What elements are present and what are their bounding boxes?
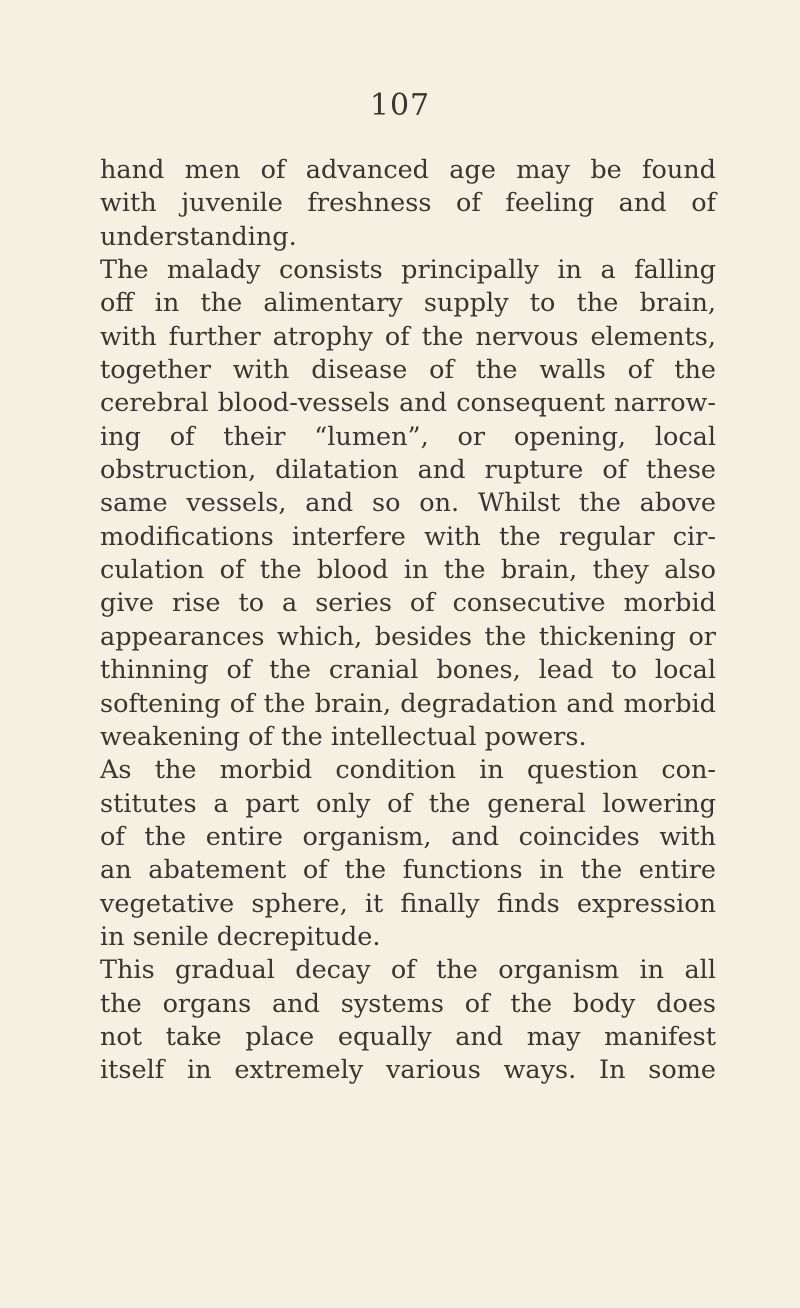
page-number: 107 <box>369 88 431 123</box>
text-line: stitutes a part only of the general lowering <box>100 788 716 819</box>
text-line: hand men of advanced age may be found <box>100 155 716 185</box>
text-line: same vessels, and so on. Whilst the above <box>100 488 716 519</box>
text-line: an abatement of the functions in the entire <box>100 855 716 886</box>
text-line: obstruction, dilatation and rupture of these <box>100 455 716 486</box>
text-line: softening of the brain, degradation and morbid <box>100 688 716 719</box>
text-line: off in the alimentary supply to the brain, <box>100 288 716 319</box>
body-text <box>100 154 716 1088</box>
text-line: thinning of the cranial bones, lead to local <box>100 655 716 686</box>
text-line: of the entire organism, and coincides with <box>100 821 716 852</box>
text-line: vegetative sphere, it finally finds expression <box>100 888 716 919</box>
text-line: This gradual decay of the organism in all <box>100 955 716 986</box>
text-line: with further atrophy of the nervous elements, <box>100 321 716 352</box>
text-line: cerebral blood-vessels and consequent narrow- <box>100 388 716 419</box>
text-line: give rise to a series of consecutive morbid <box>100 588 716 619</box>
text-line: modifications interfere with the regular cir- <box>100 521 716 552</box>
text-line: not take place equally and may manifest <box>100 1021 716 1052</box>
text-line: understanding. <box>100 221 297 252</box>
text-line: together with disease of the walls of the <box>100 355 716 386</box>
text-line: appearances which, besides the thickening or <box>100 621 716 652</box>
text-line: As the morbid condition in question con- <box>100 755 716 786</box>
text-line: weakening of the intellectual powers. <box>100 721 587 752</box>
text-line: ing of their “lumen”, or opening, local <box>100 421 716 452</box>
text-line: The malady consists principally in a falling <box>100 255 716 286</box>
text-line: in senile decrepitude. <box>100 921 381 952</box>
text-line: itself in extremely various ways. In some <box>100 1055 716 1086</box>
text-line: the organs and systems of the body does <box>100 988 716 1019</box>
text-line: culation of the blood in the brain, they also <box>100 555 716 586</box>
text-line: with juvenile freshness of feeling and of <box>100 188 716 219</box>
